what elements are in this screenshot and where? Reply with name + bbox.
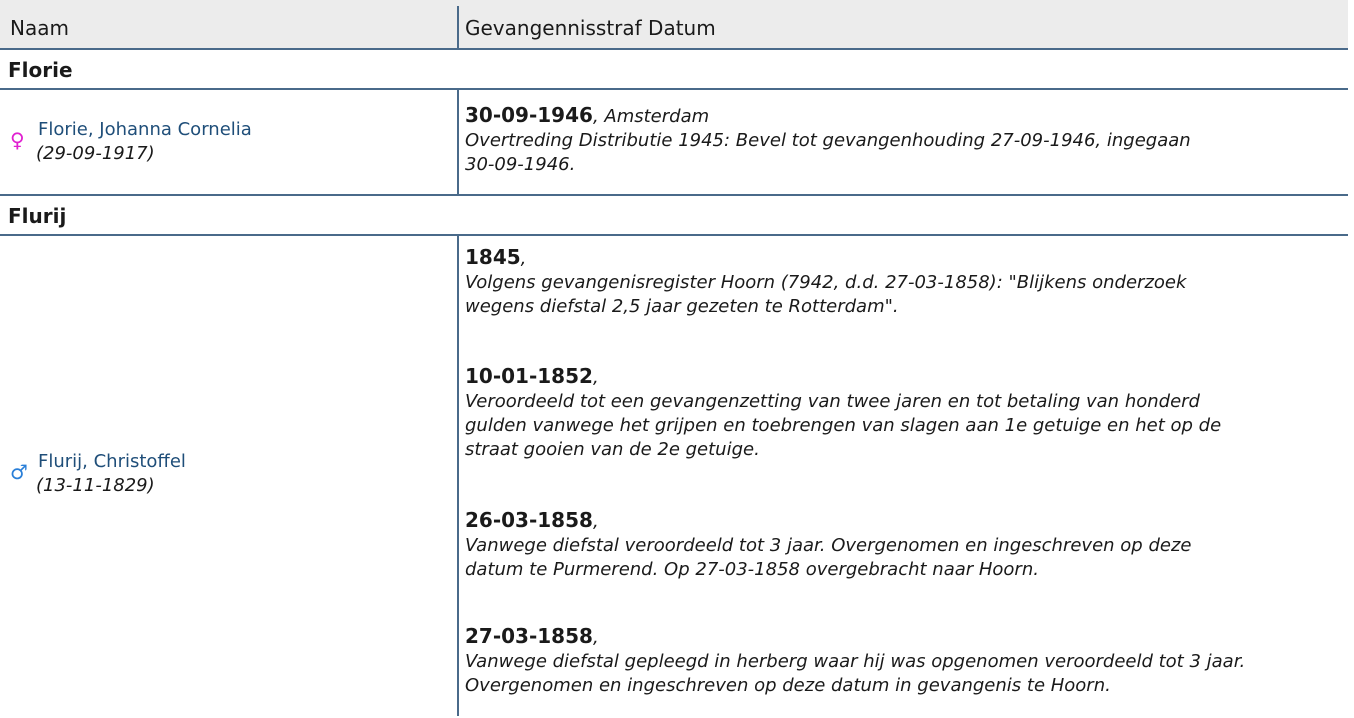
sentence-entry [465,508,1335,582]
header-divider [457,6,459,48]
table-header [0,0,1348,50]
sentence-place: , Amsterdam [592,106,710,127]
sentence-place: , [592,511,599,532]
person-name-link[interactable]: Florie, Johanna Cornelia [38,119,252,140]
sentence-note: Veroordeeld tot een gevangenzetting van twee jaren en tot betaling van honderd [465,391,1200,412]
sentence-entry [465,364,1335,462]
column-divider [457,236,459,716]
column-divider [457,90,459,196]
column-header-date[interactable]: Gevangennisstraf Datum [465,16,716,40]
sentence-note: gulden vanwege het grijpen en toebrengen van slagen aan 1e getuige en het op de [465,415,1222,436]
person-name-link[interactable]: Flurij, Christoffel [38,451,186,472]
male-icon: ♂ [10,460,28,484]
column-header-name[interactable]: Naam [10,16,69,40]
group-header [0,196,1348,236]
sentence-date: 27-03-1858 [465,624,593,648]
sentence-note: Vanwege diefstal gepleegd in herberg waar hij was opgenomen veroordeeld tot 3 jaar. [465,651,1246,672]
sentence-note: 30-09-1946. [465,154,576,175]
female-icon: ♀ [10,128,25,152]
sentence-entry [465,624,1335,698]
sentence-place: , [520,248,527,269]
sentence-date: 30-09-1946 [465,103,593,127]
sentence-note: datum te Purmerend. Op 27-03-1858 overgebracht naar Hoorn. [465,559,1039,580]
sentence-note: straat gooien van de 2e getuige. [465,439,760,460]
person-birth-date: (29-09-1917) [36,143,155,164]
sentence-place: , [592,367,599,388]
sentence-date: 26-03-1858 [465,508,593,532]
person-birth-date: (13-11-1829) [36,475,155,496]
sentence-date: 1845 [465,245,521,269]
sentence-note: wegens diefstal 2,5 jaar gezeten te Rotterdam". [465,296,899,317]
group-title: Florie [8,58,73,82]
sentence-note: Volgens gevangenisregister Hoorn (7942, d.d. 27-03-1858): "Blijkens onderzoek [465,272,1187,293]
group-header [0,50,1348,90]
sentence-note: Overgenomen en ingeschreven op deze datum in gevangenis te Hoorn. [465,675,1111,696]
sentence-entry [465,103,1335,177]
sentence-note: Vanwege diefstal veroordeeld tot 3 jaar. Overgenomen en ingeschreven op deze [465,535,1192,556]
sentence-entry [465,245,1335,319]
group-title: Flurij [8,204,67,228]
sentence-place: , [592,627,599,648]
sentence-note: Overtreding Distributie 1945: Bevel tot gevangenhouding 27-09-1946, ingegaan [465,130,1191,151]
sentence-date: 10-01-1852 [465,364,593,388]
